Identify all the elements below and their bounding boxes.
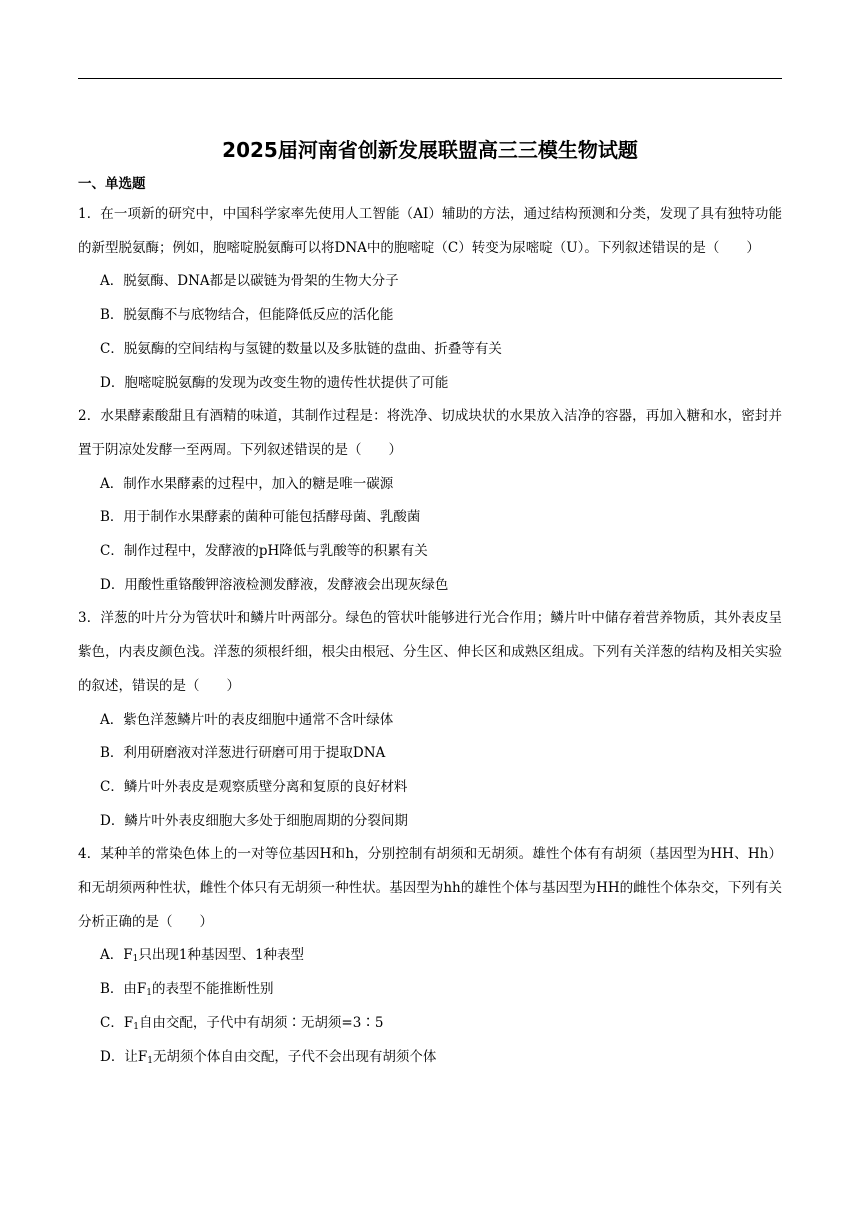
question-2-option-b: B．用于制作水果酵素的菌种可能包括酵母菌、乳酸菌 — [100, 509, 421, 526]
question-4-option-d — [78, 1041, 782, 1075]
question-2-option-d: D．用酸性重铬酸钾溶液检测发酵液，发酵液会出现灰绿色 — [100, 576, 449, 593]
option-c-text: 自由交配，子代中有胡须∶无胡须=3∶5 — [138, 1014, 384, 1031]
question-2-stem: 2．水果酵素酸甜且有酒精的味道，其制作过程是：将洗净、切成块状的水果放入洁净的容器，再加入糖和水，密封并置于阴凉处发酵一至两周。下列叙述错误的是（ ） — [78, 408, 782, 458]
f1-subscript: 1 — [132, 954, 139, 965]
header-rule — [78, 78, 782, 79]
f1-subscript: 1 — [146, 988, 153, 999]
option-b-text: 的表型不能推断性别 — [152, 981, 274, 998]
option-a-text: 只出现1种基因型、1种表型 — [138, 947, 305, 964]
question-1-option-b: B．脱氨酶不与底物结合，但能降低反应的活化能 — [100, 307, 394, 324]
section-heading: 一、单选题 — [78, 176, 146, 192]
question-4-option-b — [78, 973, 782, 1007]
question-3-option-a: A．紫色洋葱鳞片叶的表皮细胞中通常不含叶绿体 — [100, 711, 394, 728]
question-1-option-d: D．胞嘧啶脱氨酶的发现为改变生物的遗传性状提供了可能 — [100, 374, 449, 391]
option-d-text: 无胡须个体自由交配，子代不会出现有胡须个体 — [152, 1048, 437, 1065]
question-3 — [78, 602, 782, 838]
question-1-option-c: C．脱氨酶的空间结构与氢键的数量以及多肽链的盘曲、折叠等有关 — [100, 340, 502, 357]
question-1 — [78, 198, 782, 400]
question-1-option-a: A．脱氨酶、DNA都是以碳链为骨架的生物大分子 — [100, 273, 399, 290]
question-list — [78, 198, 782, 1074]
question-4-option-a — [78, 939, 782, 973]
question-3-stem: 3．洋葱的叶片分为管状叶和鳞片叶两部分。绿色的管状叶能够进行光合作用；鳞片叶中储存着营养物质，其外表皮呈紫色，内表皮颜色浅。洋葱的须根纤细，根尖由根冠、分生区、伸长区和成熟区组成。下列有关洋葱的结构及相关实验的叙述，错误的是（ ） — [78, 610, 782, 694]
option-b-prefix: B．由F — [100, 981, 147, 998]
question-4-option-c — [78, 1007, 782, 1041]
option-d-prefix: D．让F — [100, 1048, 148, 1065]
option-a-prefix: A．F — [100, 947, 133, 964]
question-4-stem: 4．某种羊的常染色体上的一对等位基因H和h，分别控制有胡须和无胡须。雄性个体有有胡须（基因型为HH、Hh）和无胡须两种性状，雌性个体只有无胡须一种性状。基因型为hh的雄性个体与基因型为HH的雌性个体杂交，下列有关分析正确的是（ ） — [78, 846, 782, 930]
page-title: 2025届河南省创新发展联盟高三三模生物试题 — [222, 138, 638, 162]
question-2 — [78, 400, 782, 602]
question-4 — [78, 838, 782, 1074]
question-2-option-a: A．制作水果酵素的过程中，加入的糖是唯一碳源 — [100, 475, 394, 492]
f1-subscript: 1 — [133, 1021, 139, 1032]
option-c-prefix: C．F — [100, 1014, 134, 1031]
question-1-stem: 1．在一项新的研究中，中国科学家率先使用人工智能（AI）辅助的方法，通过结构预测和分类，发现了具有独特功能的新型脱氨酶；例如，胞嘧啶脱氨酶可以将DNA中的胞嘧啶（C）转变为尿嘧啶（U）。下列叙述错误的是（ ） — [78, 206, 782, 256]
f1-subscript: 1 — [147, 1055, 153, 1066]
question-3-option-c: C．鳞片叶外表皮是观察质壁分离和复原的良好材料 — [100, 778, 408, 795]
question-2-option-c: C．制作过程中，发酵液的pH降低与乳酸等的积累有关 — [100, 543, 428, 560]
question-3-option-b: B．利用研磨液对洋葱进行研磨可用于提取DNA — [100, 745, 386, 762]
question-3-option-d: D．鳞片叶外表皮细胞大多处于细胞周期的分裂间期 — [100, 812, 408, 829]
